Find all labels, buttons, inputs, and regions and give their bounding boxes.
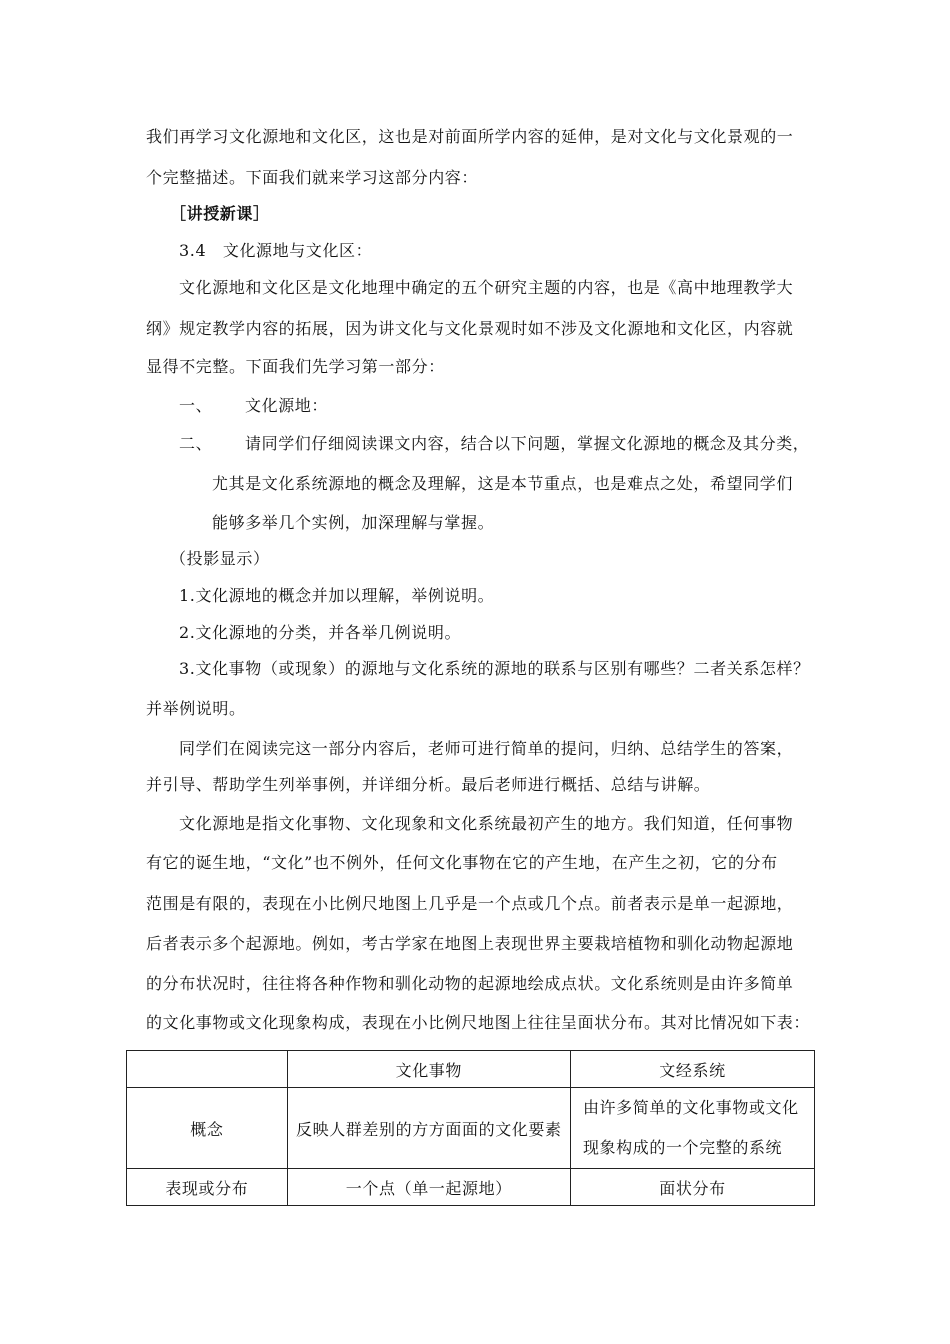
table-header-cell: [127, 1051, 288, 1088]
paragraph-line: 纲》规定教学内容的拓展，因为讲文化与文化景观时如不涉及文化源地和文化区，内容就: [146, 319, 794, 338]
list-item-text: 请同学们仔细阅读课文内容，结合以下问题，掌握文化源地的概念及其分类，: [245, 434, 810, 453]
paragraph-line: 个完整描述。下面我们就来学习这部分内容：: [146, 168, 479, 187]
paragraph-line: 后者表示多个起源地。例如，考古学家在地图上表现世界主要栽培植物和驯化动物起源地: [146, 934, 794, 953]
table-cell: 面状分布: [570, 1169, 814, 1206]
table-cell: 反映人群差别的方方面面的文化要素: [287, 1088, 570, 1169]
table-row-label: 表现或分布: [127, 1169, 288, 1206]
paragraph-line: 有它的诞生地，“文化”也不例外，任何文化事物在它的产生地，在产生之初，它的分布: [146, 853, 778, 872]
table-cell: [570, 1088, 814, 1169]
paragraph-line: 我们再学习文化源地和文化区，这也是对前面所学内容的延伸，是对文化与文化景观的一: [146, 127, 794, 146]
table-cell-line: 现象构成的一个完整的系统: [582, 1138, 783, 1157]
table-header-cell: 文化事物: [287, 1051, 570, 1088]
question: 1.文化源地的概念并加以理解，举例说明。: [179, 586, 495, 605]
subsection-title: 3.4 文化源地与文化区：: [179, 241, 373, 260]
table-cell-line: 由许多简单的文化事物或文化: [582, 1098, 799, 1117]
paragraph-line: 范围是有限的，表现在小比例尺地图上几乎是一个点或几个点。前者表示是单一起源地，: [146, 894, 794, 913]
table-header-row: [127, 1051, 815, 1088]
question: 3.文化事物（或现象）的源地与文化系统的源地的联系与区别有哪些？二者关系怎样？: [179, 659, 810, 678]
paragraph-line: 文化源地是指文化事物、文化现象和文化系统最初产生的地方。我们知道，任何事物: [179, 814, 794, 833]
table-row: [127, 1169, 815, 1206]
paragraph-line: 并引导、帮助学生列举事例，并详细分析。最后老师进行概括、总结与讲解。: [146, 775, 711, 794]
paragraph-line: 的分布状况时，往往将各种作物和驯化动物的起源地绘成点状。文化系统则是由许多简单: [146, 974, 794, 993]
list-item-text: 文化源地：: [245, 396, 329, 415]
question: 并举例说明。: [146, 699, 246, 718]
paragraph-line: 文化源地和文化区是文化地理中确定的五个研究主题的内容，也是《高中地理教学大: [179, 278, 794, 297]
paragraph-line: 显得不完整。下面我们先学习第一部分：: [146, 357, 445, 376]
paragraph-line: 同学们在阅读完这一部分内容后，老师可进行简单的提问，归纳、总结学生的答案，: [179, 739, 794, 758]
table-cell: 一个点（单一起源地）: [287, 1169, 570, 1206]
section-heading: ［讲授新课］: [170, 204, 270, 223]
table-row: [127, 1088, 815, 1169]
paragraph-line: 的文化事物或文化现象构成，表现在小比例尺地图上往往呈面状分布。其对比情况如下表：: [146, 1013, 811, 1032]
table-row-label: 概念: [127, 1088, 288, 1169]
question: 2.文化源地的分类，并各举几例说明。: [179, 623, 462, 642]
table-header-cell: 文经系统: [570, 1051, 814, 1088]
list-marker: 一、: [179, 396, 213, 415]
projection-note: （投影显示）: [170, 549, 270, 568]
list-item-text: 能够多举几个实例，加深理解与掌握。: [212, 513, 495, 532]
comparison-table: [126, 1050, 815, 1206]
list-item-text: 尤其是文化系统源地的概念及理解，这是本节重点，也是难点之处，希望同学们: [212, 474, 794, 493]
list-marker: 二、: [179, 434, 213, 453]
